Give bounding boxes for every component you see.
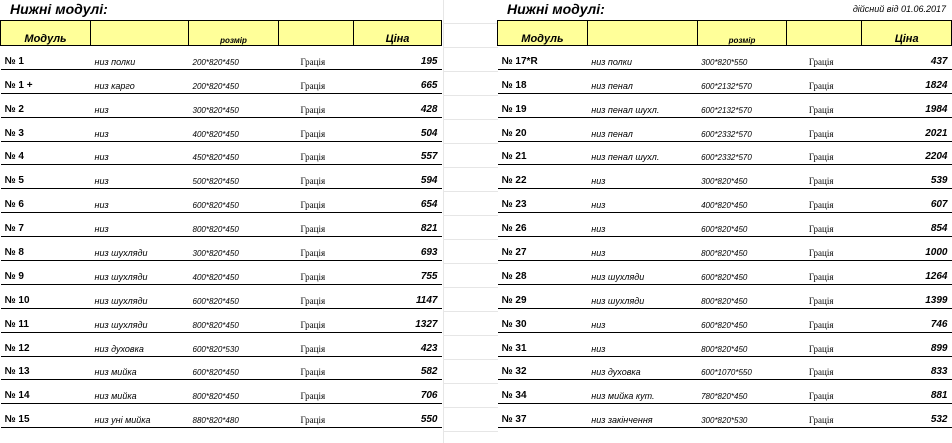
cell-price: 1147 [354, 284, 442, 308]
cell-size: 800*820*450 [189, 308, 279, 332]
cell-name: низ шухляди [91, 237, 189, 261]
cell-name: низ [91, 189, 189, 213]
cell-name: низ шухляди [587, 261, 697, 285]
table-row [498, 332, 952, 356]
table-row [1, 308, 442, 332]
cell-module: № 12 [1, 332, 91, 356]
cell-size: 880*820*480 [189, 404, 279, 428]
cell-finish: Грація [787, 380, 862, 404]
cell-name: низ полки [91, 46, 189, 70]
cell-price: 665 [354, 69, 442, 93]
cell-finish: Грація [787, 117, 862, 141]
cell-finish: Грація [787, 404, 862, 428]
cell-finish: Грація [279, 189, 354, 213]
cell-size: 200*820*450 [189, 69, 279, 93]
cell-size: 780*820*450 [697, 380, 787, 404]
cell-price: 195 [354, 46, 442, 70]
cell-price: 437 [862, 46, 952, 70]
cell-size: 800*820*450 [697, 332, 787, 356]
cell-module: № 26 [498, 213, 588, 237]
cell-price: 899 [862, 332, 952, 356]
cell-name: низ [587, 332, 697, 356]
cell-price: 423 [354, 332, 442, 356]
cell-price: 2204 [862, 141, 952, 165]
cell-finish: Грація [787, 141, 862, 165]
cell-price: 607 [862, 189, 952, 213]
cell-name: низ [587, 189, 697, 213]
cell-finish: Грація [787, 308, 862, 332]
cell-finish: Грація [279, 141, 354, 165]
cell-finish: Грація [787, 261, 862, 285]
cell-size: 300*820*450 [189, 93, 279, 117]
right-header-finish [787, 21, 862, 46]
cell-price: 2021 [862, 117, 952, 141]
cell-price: 693 [354, 237, 442, 261]
table-row [1, 46, 442, 70]
cell-name: низ духовка [587, 356, 697, 380]
cell-name: низ шухляди [91, 284, 189, 308]
cell-name: низ пенал [587, 117, 697, 141]
cell-module: № 30 [498, 308, 588, 332]
cell-module: № 8 [1, 237, 91, 261]
table-row [498, 213, 952, 237]
cell-finish: Грація [279, 284, 354, 308]
cell-name: низ [587, 237, 697, 261]
cell-module: № 22 [498, 165, 588, 189]
right-section-title: Нижні модулі: [507, 1, 605, 17]
cell-size: 800*820*450 [697, 284, 787, 308]
cell-size: 800*820*450 [189, 213, 279, 237]
cell-module: № 1 [1, 46, 91, 70]
cell-module: № 10 [1, 284, 91, 308]
table-row [498, 356, 952, 380]
cell-price: 504 [354, 117, 442, 141]
left-table-body [1, 46, 442, 428]
cell-module: № 9 [1, 261, 91, 285]
cell-name: низ [91, 141, 189, 165]
table-row [1, 213, 442, 237]
right-header-name [587, 21, 697, 46]
cell-name: низ пенал шухл. [587, 141, 697, 165]
cell-size: 300*820*450 [189, 237, 279, 261]
left-header-name [91, 21, 189, 46]
cell-size: 400*820*450 [189, 261, 279, 285]
cell-size: 600*2332*570 [697, 117, 787, 141]
cell-name: низ закінчення [587, 404, 697, 428]
cell-module: № 32 [498, 356, 588, 380]
cell-finish: Грація [787, 165, 862, 189]
cell-price: 854 [862, 213, 952, 237]
right-header-price: Ціна [862, 21, 952, 46]
cell-name: низ [587, 213, 697, 237]
cell-finish: Грація [279, 46, 354, 70]
cell-finish: Грація [787, 237, 862, 261]
cell-finish: Грація [279, 213, 354, 237]
cell-module: № 37 [498, 404, 588, 428]
table-row [1, 332, 442, 356]
cell-finish: Грація [279, 356, 354, 380]
cell-size: 400*820*450 [189, 117, 279, 141]
right-price-table [497, 20, 952, 428]
cell-module: № 4 [1, 141, 91, 165]
cell-name: низ уні мийка [91, 404, 189, 428]
table-row [1, 189, 442, 213]
cell-name: низ мийка кут. [587, 380, 697, 404]
left-price-table [0, 20, 442, 428]
cell-module: № 23 [498, 189, 588, 213]
table-row [498, 46, 952, 70]
cell-finish: Грація [787, 213, 862, 237]
cell-module: № 31 [498, 332, 588, 356]
cell-finish: Грація [787, 356, 862, 380]
cell-size: 400*820*450 [697, 189, 787, 213]
cell-module: № 6 [1, 189, 91, 213]
cell-name: низ [91, 117, 189, 141]
cell-finish: Грація [787, 46, 862, 70]
right-price-table-section [497, 0, 952, 443]
cell-module: № 1 + [1, 69, 91, 93]
table-row [498, 237, 952, 261]
cell-module: № 13 [1, 356, 91, 380]
left-section-title: Нижні модулі: [10, 1, 108, 17]
table-row [1, 404, 442, 428]
cell-finish: Грація [787, 69, 862, 93]
table-row [498, 93, 952, 117]
cell-module: № 34 [498, 380, 588, 404]
cell-name: низ пенал [587, 69, 697, 93]
left-title-row [0, 0, 443, 20]
cell-finish: Грація [279, 117, 354, 141]
table-row [1, 237, 442, 261]
cell-size: 600*820*450 [697, 261, 787, 285]
table-row [498, 165, 952, 189]
cell-size: 600*820*450 [189, 284, 279, 308]
cell-name: низ шухляди [587, 284, 697, 308]
cell-module: № 19 [498, 93, 588, 117]
cell-module: № 21 [498, 141, 588, 165]
cell-finish: Грація [279, 165, 354, 189]
table-row [1, 93, 442, 117]
cell-module: № 18 [498, 69, 588, 93]
cell-module: № 15 [1, 404, 91, 428]
table-row [1, 165, 442, 189]
cell-size: 450*820*450 [189, 141, 279, 165]
cell-price: 532 [862, 404, 952, 428]
cell-finish: Грація [279, 93, 354, 117]
table-row [498, 261, 952, 285]
cell-size: 600*820*450 [697, 213, 787, 237]
cell-price: 654 [354, 189, 442, 213]
cell-size: 600*2332*570 [697, 141, 787, 165]
cell-price: 746 [862, 308, 952, 332]
table-row [498, 69, 952, 93]
cell-size: 600*1070*550 [697, 356, 787, 380]
cell-name: низ карго [91, 69, 189, 93]
cell-finish: Грація [279, 237, 354, 261]
right-header-module: Модуль [498, 21, 588, 46]
left-price-table-section [0, 0, 443, 443]
table-row [498, 141, 952, 165]
left-header-price: Ціна [354, 21, 442, 46]
cell-size: 600*820*450 [697, 308, 787, 332]
table-row [1, 117, 442, 141]
cell-module: № 5 [1, 165, 91, 189]
cell-finish: Грація [787, 332, 862, 356]
cell-size: 600*2132*570 [697, 69, 787, 93]
cell-module: № 27 [498, 237, 588, 261]
cell-price: 1984 [862, 93, 952, 117]
cell-price: 539 [862, 165, 952, 189]
table-row [498, 380, 952, 404]
table-row [498, 404, 952, 428]
cell-module: № 2 [1, 93, 91, 117]
right-title-row [497, 0, 952, 20]
cell-name: низ мийка [91, 356, 189, 380]
cell-price: 1824 [862, 69, 952, 93]
left-header-module: Модуль [1, 21, 91, 46]
cell-finish: Грація [279, 308, 354, 332]
left-header-row [1, 21, 442, 46]
cell-name: низ [91, 213, 189, 237]
right-header-size: розмір [697, 21, 787, 46]
cell-finish: Грація [279, 332, 354, 356]
table-row [1, 69, 442, 93]
cell-name: низ [91, 93, 189, 117]
cell-price: 755 [354, 261, 442, 285]
cell-module: № 14 [1, 380, 91, 404]
table-row [1, 261, 442, 285]
cell-finish: Грація [787, 284, 862, 308]
cell-module: № 7 [1, 213, 91, 237]
cell-size: 800*820*450 [697, 237, 787, 261]
cell-size: 600*820*450 [189, 189, 279, 213]
cell-finish: Грація [279, 380, 354, 404]
cell-name: низ мийка [91, 380, 189, 404]
table-row [1, 284, 442, 308]
cell-name: низ шухляди [91, 308, 189, 332]
cell-size: 500*820*450 [189, 165, 279, 189]
cell-price: 1399 [862, 284, 952, 308]
cell-finish: Грація [787, 189, 862, 213]
cell-price: 1000 [862, 237, 952, 261]
table-row [1, 356, 442, 380]
cell-price: 550 [354, 404, 442, 428]
left-header-size: розмір [189, 21, 279, 46]
table-row [498, 117, 952, 141]
cell-size: 200*820*450 [189, 46, 279, 70]
cell-name: низ [91, 165, 189, 189]
table-row [498, 308, 952, 332]
cell-module: № 28 [498, 261, 588, 285]
cell-size: 800*820*450 [189, 380, 279, 404]
cell-module: № 11 [1, 308, 91, 332]
cell-price: 833 [862, 356, 952, 380]
left-header-finish [279, 21, 354, 46]
cell-name: низ полки [587, 46, 697, 70]
cell-module: № 20 [498, 117, 588, 141]
cell-price: 881 [862, 380, 952, 404]
cell-module: № 17*R [498, 46, 588, 70]
table-row [498, 189, 952, 213]
cell-price: 582 [354, 356, 442, 380]
cell-price: 706 [354, 380, 442, 404]
cell-name: низ шухляди [91, 261, 189, 285]
cell-name: низ пенал шухл. [587, 93, 697, 117]
right-table-body [498, 46, 952, 428]
cell-name: низ [587, 165, 697, 189]
cell-price: 1264 [862, 261, 952, 285]
table-row [1, 380, 442, 404]
cell-finish: Грація [279, 69, 354, 93]
cell-finish: Грація [787, 93, 862, 117]
cell-price: 557 [354, 141, 442, 165]
cell-price: 594 [354, 165, 442, 189]
cell-price: 428 [354, 93, 442, 117]
cell-module: № 29 [498, 284, 588, 308]
cell-module: № 3 [1, 117, 91, 141]
cell-price: 821 [354, 213, 442, 237]
cell-size: 300*820*550 [697, 46, 787, 70]
validity-date-note: дійсний від 01.06.2017 [852, 4, 946, 14]
cell-size: 300*820*450 [697, 165, 787, 189]
cell-finish: Грація [279, 404, 354, 428]
cell-size: 600*820*450 [189, 356, 279, 380]
right-header-row [498, 21, 952, 46]
cell-size: 300*820*530 [697, 404, 787, 428]
cell-name: низ [587, 308, 697, 332]
cell-price: 1327 [354, 308, 442, 332]
cell-finish: Грація [279, 261, 354, 285]
table-row [1, 141, 442, 165]
cell-size: 600*820*530 [189, 332, 279, 356]
table-row [498, 284, 952, 308]
empty-cell-gap [443, 0, 498, 443]
cell-name: низ духовка [91, 332, 189, 356]
cell-size: 600*2132*570 [697, 93, 787, 117]
